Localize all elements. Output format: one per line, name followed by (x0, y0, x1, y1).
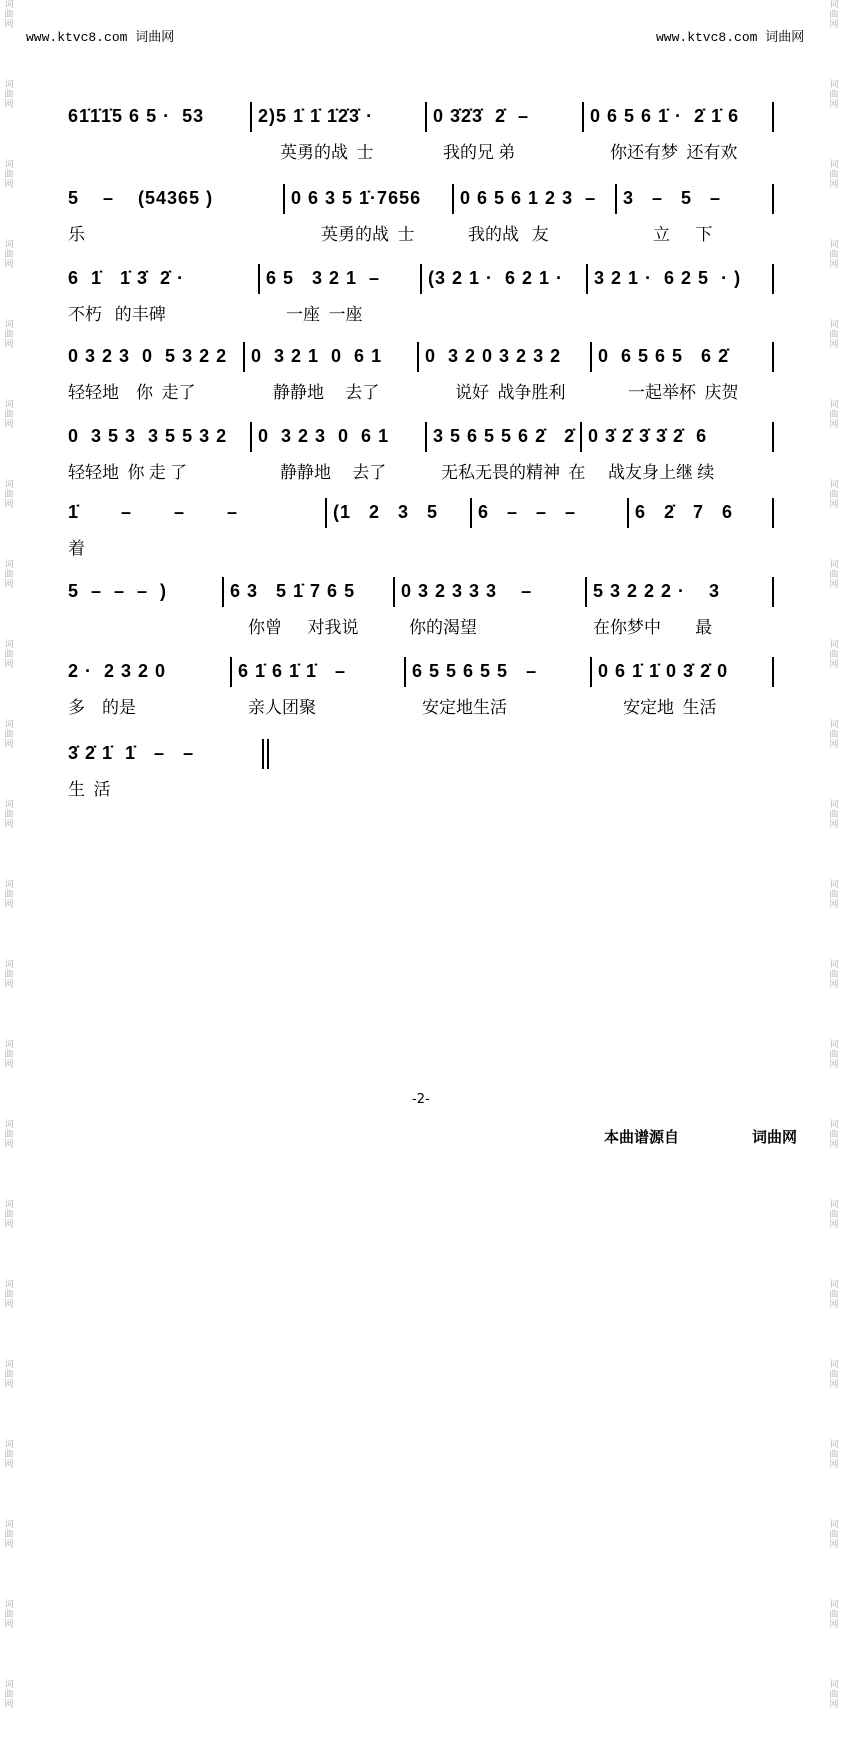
watermark-text: 词 曲 网 (4, 1440, 14, 1470)
watermark-text: 词 曲 网 (829, 800, 839, 830)
measure-lyrics: 我的兄 弟 (443, 143, 516, 162)
watermark-text: 词 曲 网 (829, 560, 839, 590)
measure-lyrics: 静静地 去了 (280, 463, 387, 482)
barline (590, 342, 592, 372)
measure-notes: 6 3 5 1̇ 7 6 5 (230, 581, 356, 601)
measure-lyrics: 安定地 生活 (623, 698, 717, 717)
measure-notes: 3 – 5 – (623, 188, 722, 208)
barline (393, 577, 395, 607)
measure-notes: 2)5 1̇ 1̇ 1̇2̇3̇ · (258, 106, 374, 126)
watermark-text: 词 曲 网 (4, 1280, 14, 1310)
watermark-text: 词 曲 网 (4, 640, 14, 670)
watermark-text: 词 曲 网 (4, 1600, 14, 1630)
watermark-text: 词 曲 网 (829, 1280, 839, 1310)
score-row (0, 743, 843, 837)
barline (250, 422, 252, 452)
measure-lyrics: 乐 (68, 225, 85, 244)
watermark-text: 词 曲 网 (4, 160, 14, 190)
measure-notes: 2 · 2 3 2 0 (68, 661, 167, 681)
barline (243, 342, 245, 372)
watermark-text: 词 曲 网 (829, 160, 839, 190)
measure-notes: 0 3 2 3 3 3 – (401, 581, 533, 601)
measure-lyrics: 英勇的战 士 (321, 225, 415, 244)
measure-lyrics: 无私无畏的精神 在 (441, 463, 586, 482)
measure-lyrics: 一座 一座 (286, 305, 363, 324)
watermark-text: 词 曲 网 (4, 1040, 14, 1070)
watermark-text: 词 曲 网 (829, 880, 839, 910)
watermark-text: 词 曲 网 (829, 640, 839, 670)
watermark-text: 词 曲 网 (829, 320, 839, 350)
measure-notes: 0 6 5 6 1 2 3 – (460, 188, 597, 208)
watermark-text: 词 曲 网 (4, 560, 14, 590)
measure-lyrics: 你曾 对我说 (248, 618, 359, 637)
barline (404, 657, 406, 687)
measure-notes: 5 – – – ) (68, 581, 168, 601)
watermark-text: 词 曲 网 (829, 1200, 839, 1230)
measure-lyrics: 安定地生活 (422, 698, 507, 717)
barline (420, 264, 422, 294)
measure-lyrics: 你还有梦 还有欢 (610, 143, 738, 162)
measure-notes: 5 3 2 2 2 · 3 (593, 581, 721, 601)
measure-lyrics: 着 (68, 539, 85, 558)
watermark-text: 词 曲 网 (4, 1520, 14, 1550)
watermark-text: 词 曲 网 (829, 240, 839, 270)
barline (772, 498, 774, 528)
barline (325, 498, 327, 528)
measure-lyrics: 你的渴望 (409, 618, 477, 637)
barline (470, 498, 472, 528)
barline (425, 102, 427, 132)
measure-lyrics: 说好 战争胜利 (455, 383, 566, 402)
barline (283, 184, 285, 214)
measure-notes: 0 3 2 3 0 6 1 (258, 426, 390, 446)
watermark-text: 词 曲 网 (4, 1680, 14, 1710)
barline (586, 264, 588, 294)
measure-lyrics: 战友身上继 续 (608, 463, 715, 482)
watermark-text: 词 曲 网 (829, 720, 839, 750)
barline (772, 657, 774, 687)
watermark-text: 词 曲 网 (4, 720, 14, 750)
watermark-text: 词 曲 网 (4, 1120, 14, 1150)
page-number: -2- (412, 1092, 430, 1107)
measure-lyrics: 英勇的战 士 (280, 143, 374, 162)
barline (772, 264, 774, 294)
watermark-text: 词 曲 网 (4, 960, 14, 990)
measure-notes: 6 – – – (478, 502, 577, 522)
barline (230, 657, 232, 687)
source-name: 词曲网 (752, 1128, 798, 1146)
barline (615, 184, 617, 214)
measure-lyrics: 不朽 的丰碑 (68, 305, 166, 324)
measure-lyrics: 亲人团聚 (248, 698, 316, 717)
measure-notes: 0 3 2 0 3 2 3 2 (425, 346, 562, 366)
measure-notes: (1 2 3 5 (333, 502, 439, 522)
measure-notes: 3̇ 2̇ 1̇ 1̇ – – (68, 743, 195, 763)
measure-notes: 3 2 1 · 6 2 5 · ) (594, 268, 742, 288)
watermark-text: 词 曲 网 (4, 800, 14, 830)
measure-notes: 0 3̇2̇3̇ 2̇ – (433, 106, 530, 126)
measure-notes: 0 6 5 6 1̇ · 2̇ 1̇ 6 (590, 106, 740, 126)
measure-notes: 6 2̇ 7 6 (635, 502, 734, 522)
measure-notes: (3 2 1 · 6 2 1 · (428, 268, 564, 288)
measure-notes: 0 6 3 5 1̇·7656 (291, 188, 422, 208)
measure-notes: 0 3 2 1 0 6 1 (251, 346, 383, 366)
barline (417, 342, 419, 372)
watermark-text: 词 曲 网 (829, 1600, 839, 1630)
barline (425, 422, 427, 452)
measure-notes: 0 6 1̇ 1̇ 0 3̇ 2̇ 0 (598, 661, 729, 681)
final-barline (262, 739, 264, 769)
final-barline (267, 739, 269, 769)
watermark-text: 词 曲 网 (829, 1120, 839, 1150)
watermark-text: 词 曲 网 (829, 0, 839, 30)
measure-lyrics: 轻轻地 你 走了 (68, 383, 196, 402)
measure-notes: 6 5 5 6 5 5 – (412, 661, 538, 681)
header-left: www.ktvc8.com 词曲网 (26, 30, 175, 45)
measure-notes: 61̇1̇1̇5 6 5 · 53 (68, 106, 205, 126)
watermark-text: 词 曲 网 (829, 1680, 839, 1710)
barline (772, 422, 774, 452)
measure-notes: 6 5 3 2 1 – (266, 268, 381, 288)
watermark-text: 词 曲 网 (829, 1520, 839, 1550)
measure-lyrics: 立 下 (653, 225, 713, 244)
source-label: 本曲谱源自 (604, 1128, 680, 1146)
measure-lyrics: 静静地 去了 (273, 383, 380, 402)
measure-lyrics: 轻轻地 你 走 了 (68, 463, 187, 482)
watermark-text: 词 曲 网 (4, 80, 14, 110)
barline (582, 102, 584, 132)
barline (250, 102, 252, 132)
watermark-text: 词 曲 网 (829, 960, 839, 990)
measure-lyrics: 多 的是 (68, 698, 136, 717)
barline (590, 657, 592, 687)
barline (772, 184, 774, 214)
measure-notes: 0 3 5 3 3 5 5 3 2 (68, 426, 228, 446)
watermark-text: 词 曲 网 (829, 80, 839, 110)
measure-notes: 5 – (54365 ) (68, 188, 214, 208)
watermark-text: 词 曲 网 (4, 1360, 14, 1390)
watermark-text: 词 曲 网 (829, 1440, 839, 1470)
watermark-text: 词 曲 网 (829, 1040, 839, 1070)
measure-lyrics: 生 活 (68, 780, 111, 799)
watermark-text: 词 曲 网 (4, 0, 14, 30)
watermark-text: 词 曲 网 (4, 240, 14, 270)
watermark-text: 词 曲 网 (4, 880, 14, 910)
measure-lyrics: 在你梦中 最 (593, 618, 712, 637)
watermark-text: 词 曲 网 (829, 400, 839, 430)
watermark-text: 词 曲 网 (829, 480, 839, 510)
header-right: www.ktvc8.com 词曲网 (656, 30, 805, 45)
measure-notes: 6 1̇ 6 1̇ 1̇ – (238, 661, 347, 681)
barline (258, 264, 260, 294)
barline (772, 577, 774, 607)
barline (580, 422, 582, 452)
barline (772, 342, 774, 372)
measure-notes: 0 6 5 6 5 6 2̇ (598, 346, 730, 366)
watermark-text: 词 曲 网 (4, 400, 14, 430)
measure-notes: 3 5 6 5 5 6 2̇ 2̇ (433, 426, 576, 446)
barline (452, 184, 454, 214)
measure-lyrics: 我的战 友 (468, 225, 549, 244)
measure-notes: 0 3̇ 2̇ 3̇ 3̇ 2̇ 6 (588, 426, 708, 446)
barline (585, 577, 587, 607)
watermark-text: 词 曲 网 (829, 1360, 839, 1390)
barline (772, 102, 774, 132)
measure-notes: 6 1̇ 1̇ 3̇ 2̇ · (68, 268, 185, 288)
watermark-text: 词 曲 网 (4, 1200, 14, 1230)
barline (627, 498, 629, 528)
measure-notes: 1̇ – – – (68, 502, 239, 522)
measure-notes: 0 3 2 3 0 5 3 2 2 (68, 346, 228, 366)
measure-lyrics: 一起举杯 庆贺 (628, 383, 739, 402)
watermark-text: 词 曲 网 (4, 320, 14, 350)
watermark-text: 词 曲 网 (4, 480, 14, 510)
barline (222, 577, 224, 607)
